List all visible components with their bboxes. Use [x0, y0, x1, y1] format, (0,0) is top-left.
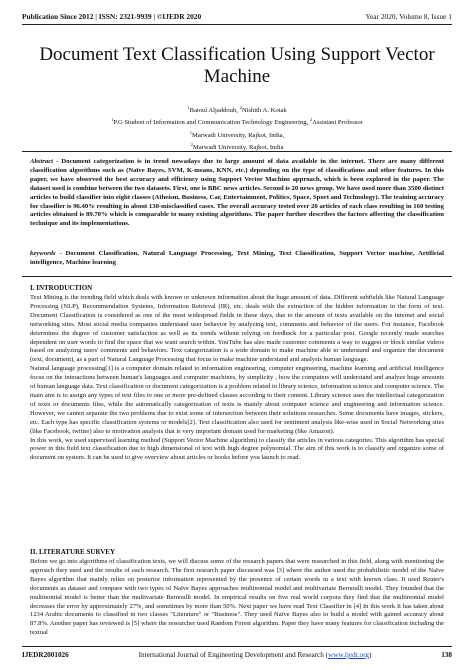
footer-journal — [139, 651, 372, 659]
author-sup: 1 — [187, 105, 190, 110]
footer-paper-id: IJEDR2001026 — [22, 651, 69, 659]
keywords-label: keywords — [30, 250, 56, 257]
author-name: Nishith A. Kotak — [241, 107, 287, 115]
abstract-top-rule — [22, 151, 452, 152]
affiliation-text: Assistant Professor — [312, 119, 363, 127]
footer-rule — [22, 646, 452, 647]
introduction-body — [30, 294, 444, 463]
affiliation-text: P.G Student of Information and Communication Technology Engineering, — [113, 119, 310, 127]
header-volume: Year 2020, Volume 8, Issue 1 — [365, 12, 452, 21]
header-rule — [22, 24, 452, 25]
literature-survey-body — [30, 558, 444, 638]
page-number: 138 — [441, 651, 452, 659]
paragraph: Natural language processing[1] is a computer domain related to information engineering, computer engineering, machine learning and artificial intelligence focus on the interactions between human's languages and computer machines, by simplicity , how the computers will understand and analyze huge amounts of human language data. Text classification or document categorization is a problem related to library science, information science and computer science. The main aim is to assign any types of text files to one or more pre-defined classes according to their content. Library science uses the intellectual categorization of texts or documents files, while the automatically categorization of texts is mainly about computer science and engineering and information science. However, we cannot separate the two problems due to exist some of intersection between their solutions researches. Some documents have images, stickers, etc. Each type has specific classification systems or models[2]. Text classification also used for sentiment analysis like-wise used in Social Networking sites (like Facebook, twitter) also to motivation analysis that is very important domain used for marketing (like Amazon). — [30, 365, 444, 435]
author-affiliation — [40, 115, 434, 127]
affiliation-sup: 1 — [111, 117, 114, 123]
affiliation-sup: 2 — [309, 117, 313, 123]
author-name: Batoul Aljaddouh, — [189, 107, 240, 115]
section-heading-literature-survey: II. LITERATURE SURVEY — [30, 548, 116, 556]
author-sup: 2 — [239, 105, 242, 110]
journal-link[interactable]: www.ijedr.org — [328, 651, 369, 659]
section-heading-introduction: I. INTRODUCTION — [30, 284, 93, 292]
paragraph: Before we go into algorithms of classification texts, we will discuss some of the research papers that were researched in this field, along with mentioning the approach they used and the results of each research. The first research paper discussed was [3] where the author used the probabilistic model of the Naïve Bayes algorithm that mainly relies on posterior information represented by the presence of certain words in a text with known class. It used Reuter's documents as dataset and compare with two types of Naïve Bayes approaches multinomial model and multivariate Bernoulli model. They founded that the multinomial model is better than the multivariate Bernoulli model. In empirical results on five real world corpora they find that the multinomial model decreases the error by approximately 27%, and sometimes by more than 50%. Next paper we have read Text Classifier in [4] In this work It has taken about 1234 Arabic documents to classified in two classes "Literature" or "Business". They used Naïve Bayes also to build a model with gained accuracy about 87.8%. Another paper has reviewed is [5] where the researcher used Random Forest algorithm. Paper they have many features for classification including the textual — [30, 558, 444, 637]
page-footer — [22, 651, 452, 659]
university-sup: 1 — [189, 129, 192, 135]
author-block — [40, 103, 434, 153]
footer-journal-name: International Journal of Engineering Development and Research ( — [138, 651, 328, 659]
paragraph: Text Mining is the trending field which deals with known or unknown information about the huge amount of data. Different subfields like Natural Language Processing (NLP), Recommendation Systems, Information Retrieval (IR), etc. deals with the extraction of the hidden information in the form of text. Document Classification is considered as one of the most widespread fields in these days, due to the amount of texts available on the internet and social networking sites. Most social media companies understand user behavior by analyzing text, comments and behavior of the users. For instance, Facebook determines the degree of customer satisfaction as well as its trends without relying on feedback for a particular post. Google recently made searches dependent on user words to find the space that we want search within. YouTube has also made customer comments a way to suggest or block similar videos based on analyzing users' comments and behaviors. Text categorization is a wide domain to make machine able to understand and organize the document (text, document), as a part of Natural Language Processing that focus to make machine understand and analysis human language. — [30, 294, 444, 364]
author-names — [40, 103, 434, 115]
abstract-label: Abstract — [30, 158, 54, 165]
keywords-text: - Document Classification, Natural Language Processing, Text Mining, Text Classification, Support Vector machine, Artificial intelligence, Machine learning — [30, 250, 444, 266]
university-text: Marwadi University, Rajkot, India — [192, 144, 284, 152]
paragraph: In this work, we used supervised learning method (Support Vector Machine algorithm) to classify the articles in various categories. This algorithm has special power in this field text classification due to high dimensional of text with high degree polynomial. The aim of this work is to classify and organize some of document on system. It can be used to give overview about articles or books before you launch to read. — [30, 436, 444, 462]
author-university — [40, 128, 434, 140]
university-sup: 2 — [190, 142, 193, 148]
header-publication: Publication Since 2012 | ISSN: 2321-9939 | ©IJEDR 2020 — [22, 12, 202, 21]
abstract — [30, 158, 444, 229]
keywords-bottom-rule — [22, 276, 452, 277]
footer-journal-end: ) — [368, 651, 372, 659]
running-header — [22, 12, 452, 21]
keywords — [30, 250, 444, 268]
abstract-text: - Document categorization is in trend nowadays due to large amount of data available in the internet. There are many different classification algorithms such as (Naïve Bayes, SVM, K-means, KNN, etc.) depending on the type of classifications and other features. In this paper, we have observed the best accuracy and efficiency using Support Vector Machine approach, which is been explored in the paper. The dataset used is combine between the two datasets. First, one is BBC news articles. Second is 20 news group. We have used more than 3500 distinct articles to build classifier into eight classes (Atheism, Business, Car, Entertainment, Politics, Space, Sport and Technology). The training accuracy for classifier is 96.40% resulting in about 130-misclassified cases. The overall accuracy tested over 20 articles of each class resulting in 160 testing articles obtained is 89.70% which is comparable to many existing algorithms. The paper further describes the factors affecting the classification technique and its implementations. — [30, 158, 444, 228]
paper-title: Document Text Classification Using Support Vector Machine — [39, 44, 435, 87]
university-text: Marwadi University, Rajkot, India, — [192, 131, 285, 139]
